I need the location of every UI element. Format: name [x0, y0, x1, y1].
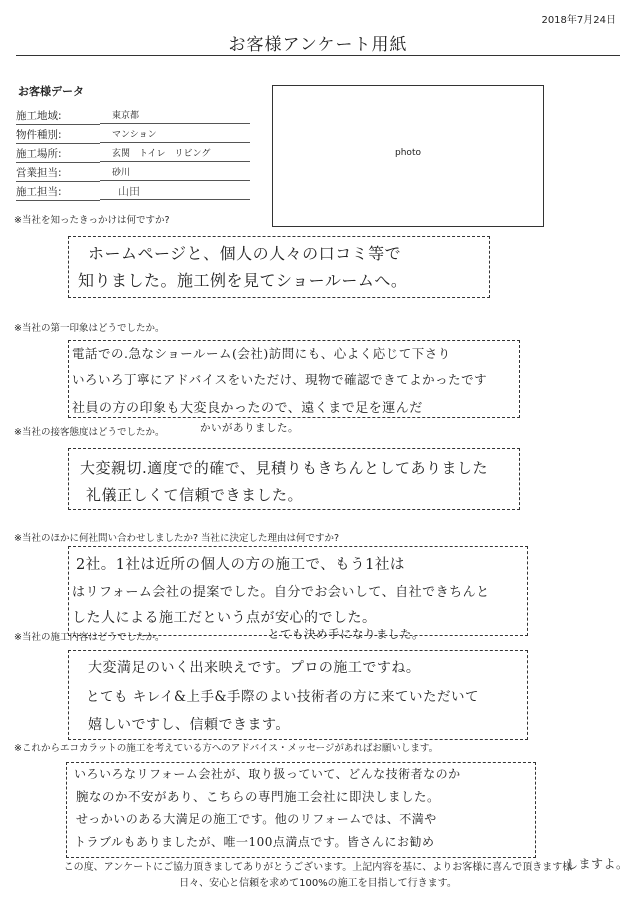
- field-label-installer: 施工担当:: [16, 184, 100, 201]
- field-label-area: 施工地域:: [16, 108, 100, 125]
- question-6: ※これからエコカラットの施工を考えている方へのアドバイス・メッセージがあればお願いします。: [14, 743, 439, 754]
- answer-2-line-4: かいがありました。: [200, 422, 299, 434]
- answer-4-line-4: とても決め手になりました。: [268, 627, 424, 641]
- answer-5-line-1: 大変満足のいく出来映えです。プロの施工ですね。: [88, 660, 421, 676]
- answer-4-line-3: した人による施工だという点が安心的でした。: [72, 610, 377, 626]
- answer-2-line-1: 電話での.急なショールーム(会社)訪問にも、心よく応じて下さり: [72, 346, 451, 361]
- field-label-sales-rep: 営業担当:: [16, 165, 100, 182]
- answer-2-line-3: 社員の方の印象も大変良かったので、遠くまで足を運んだ: [72, 401, 423, 416]
- answer-1-line-2: 知りました。施工例を見てショールームへ。: [78, 271, 408, 290]
- answer-5-line-3: 嬉しいですし、信頼できます。: [88, 717, 290, 733]
- answer-3-line-2: 礼儀正しくて信頼できました。: [86, 486, 304, 504]
- field-label-location: 施工場所:: [16, 146, 100, 163]
- field-label-property-type: 物件種別:: [16, 127, 100, 144]
- field-value-location: 玄関 トイレ リビング: [100, 146, 250, 162]
- answer-6-line-4: トラブルもありましたが、唯一100点満点です。皆さんにお勧め: [74, 835, 435, 849]
- survey-date: 2018年7月24日: [541, 15, 616, 26]
- question-4: ※当社のほかに何社問い合わせしましたか? 当社に決定した理由は何ですか?: [14, 533, 340, 544]
- answer-4-line-1: 2社。1社は近所の個人の方の施工で、もう1社は: [76, 557, 405, 573]
- answer-6-line-3: せっかいのある大満足の施工です。他のリフォームでは、不満や: [76, 812, 437, 826]
- customer-data-heading: お客様データ: [18, 85, 84, 98]
- field-value-sales-rep: 砂川: [100, 165, 250, 181]
- answer-6-line-2: 腕なのか不安があり、こちらの専門施工会社に即決しました。: [76, 789, 441, 804]
- answer-5-line-2: とても キレイ&上手&手際のよい技術者の方に来ていただいて: [86, 689, 480, 705]
- title-underline: [16, 55, 620, 56]
- answer-1-line-1: ホームページと、個人の人々の口コミ等で: [88, 244, 402, 263]
- question-3: ※当社の接客態度はどうでしたか。: [14, 427, 165, 438]
- page-title: お客様アンケート用紙: [228, 35, 408, 55]
- answer-3-line-1: 大変親切.適度で的確で、見積りもきちんとしてありました: [80, 459, 488, 477]
- footer-line-2: 日々、安心と信頼を求めて100%の施工を目指して行きます。: [179, 878, 457, 889]
- question-5: ※当社の施工内容はどうでしたか。: [14, 632, 165, 643]
- photo-placeholder-label: photo: [395, 148, 421, 158]
- footer-line-1: この度、アンケートにご協力頂きましてありがとうございます。上記内容を基に、よりお客様に喜んで頂きます様: [63, 862, 573, 873]
- field-value-installer: 山田: [100, 184, 250, 200]
- field-value-property-type: マンション: [100, 127, 250, 143]
- field-value-area: 東京都: [100, 108, 250, 124]
- question-1: ※当社を知ったきっかけは何ですか?: [14, 215, 170, 226]
- answer-6-line-5: しますよ。: [566, 857, 629, 871]
- answer-4-line-2: はリフォーム会社の提案でした。自分でお会いして、自社できちんと: [72, 585, 490, 600]
- answer-6-line-1: いろいろなリフォーム会社が、取り扱っていて、どんな技術者なのか: [74, 767, 461, 781]
- question-2: ※当社の第一印象はどうでしたか。: [14, 323, 165, 334]
- answer-2-line-2: いろいろ丁寧にアドバイスをいただけ、現物で確認できてよかったです: [72, 372, 488, 387]
